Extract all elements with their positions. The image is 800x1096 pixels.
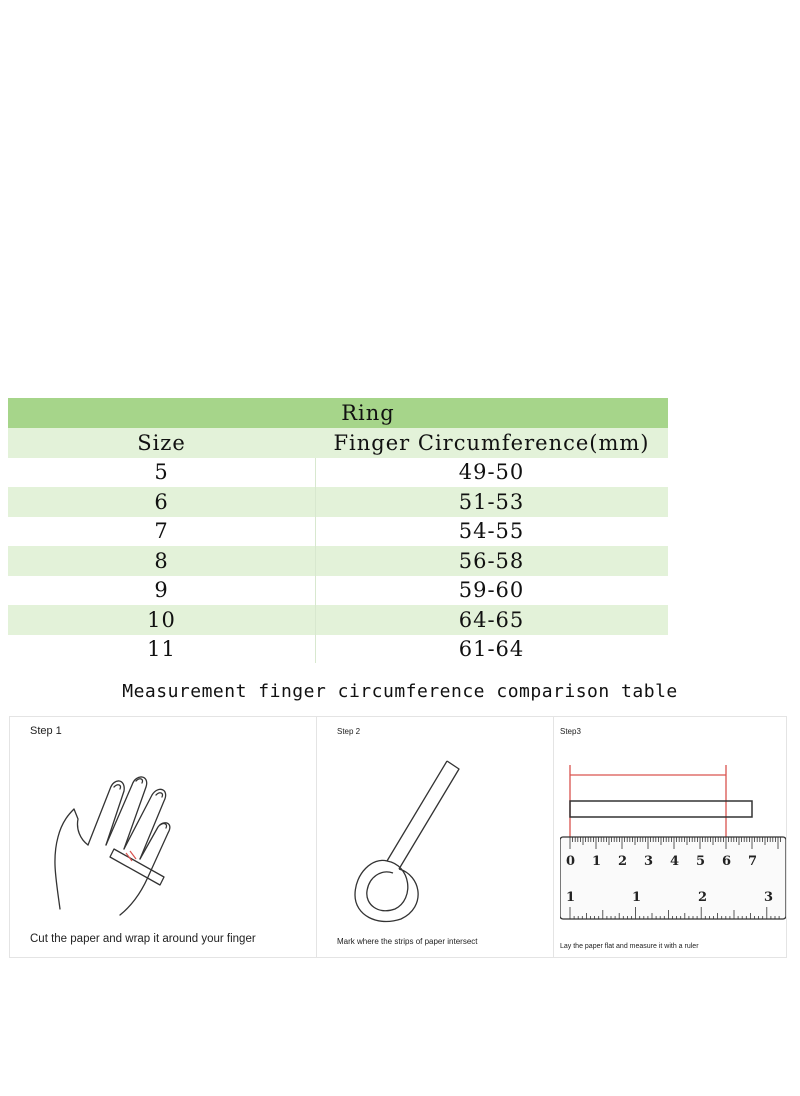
circumference-cell: 51-53 xyxy=(458,489,525,514)
circumference-cell: 59-60 xyxy=(458,578,525,603)
table-title: Ring xyxy=(341,401,395,425)
table-row xyxy=(8,517,668,547)
cm-label: 6 xyxy=(722,854,732,869)
size-cell: 7 xyxy=(154,519,169,544)
size-cell: 5 xyxy=(154,460,169,485)
table-row xyxy=(8,635,668,665)
header-circumference: Finger Circumference(mm) xyxy=(333,430,650,455)
cm-label: 0 xyxy=(566,854,576,869)
step-2-label: Step 2 xyxy=(337,727,361,736)
cm-label: 1 xyxy=(592,854,602,869)
size-cell: 10 xyxy=(147,607,176,632)
table-row xyxy=(8,458,668,488)
step-2-panel xyxy=(317,717,554,957)
column-divider xyxy=(315,458,316,663)
circumference-cell: 61-64 xyxy=(458,637,525,662)
size-cell: 11 xyxy=(147,637,176,662)
table-row xyxy=(8,546,668,576)
inch-label: 1 xyxy=(632,890,642,905)
cm-label: 2 xyxy=(618,854,628,869)
circumference-cell: 49-50 xyxy=(458,460,525,485)
steps-strip xyxy=(9,716,787,958)
table-row xyxy=(8,576,668,606)
inch-label: 3 xyxy=(764,890,774,905)
cm-label: 3 xyxy=(644,854,654,869)
inch-label: 2 xyxy=(698,890,708,905)
circumference-cell: 54-55 xyxy=(458,519,525,544)
ruler-illustration xyxy=(560,753,786,933)
ring-size-table xyxy=(8,398,668,664)
size-cell: 9 xyxy=(154,578,169,603)
header-size: Size xyxy=(137,430,186,455)
cm-label: 4 xyxy=(670,854,680,869)
step-2-caption: Mark where the strips of paper intersect xyxy=(337,937,478,946)
paper-strip-illustration xyxy=(347,757,467,927)
cm-label: 7 xyxy=(748,854,758,869)
table-caption: Measurement finger circumference comparison table xyxy=(122,681,678,702)
table-row xyxy=(8,605,668,635)
table-row xyxy=(8,487,668,517)
size-cell: 6 xyxy=(154,489,169,514)
size-cell: 8 xyxy=(154,548,169,573)
step-1-caption: Cut the paper and wrap it around your finger xyxy=(30,933,256,945)
inch-label: 1 xyxy=(566,890,576,905)
step-3-caption: Lay the paper flat and measure it with a ruler xyxy=(560,943,699,950)
circumference-cell: 64-65 xyxy=(458,607,525,632)
step-1-label: Step 1 xyxy=(30,725,62,737)
table-title-row xyxy=(8,398,668,428)
cm-label: 5 xyxy=(696,854,706,869)
table-header-row xyxy=(8,428,668,458)
circumference-cell: 56-58 xyxy=(458,548,525,573)
hand-illustration xyxy=(40,749,210,919)
step-3-panel xyxy=(554,717,786,957)
step-1-panel xyxy=(10,717,317,957)
step-3-label: Step3 xyxy=(560,727,581,736)
